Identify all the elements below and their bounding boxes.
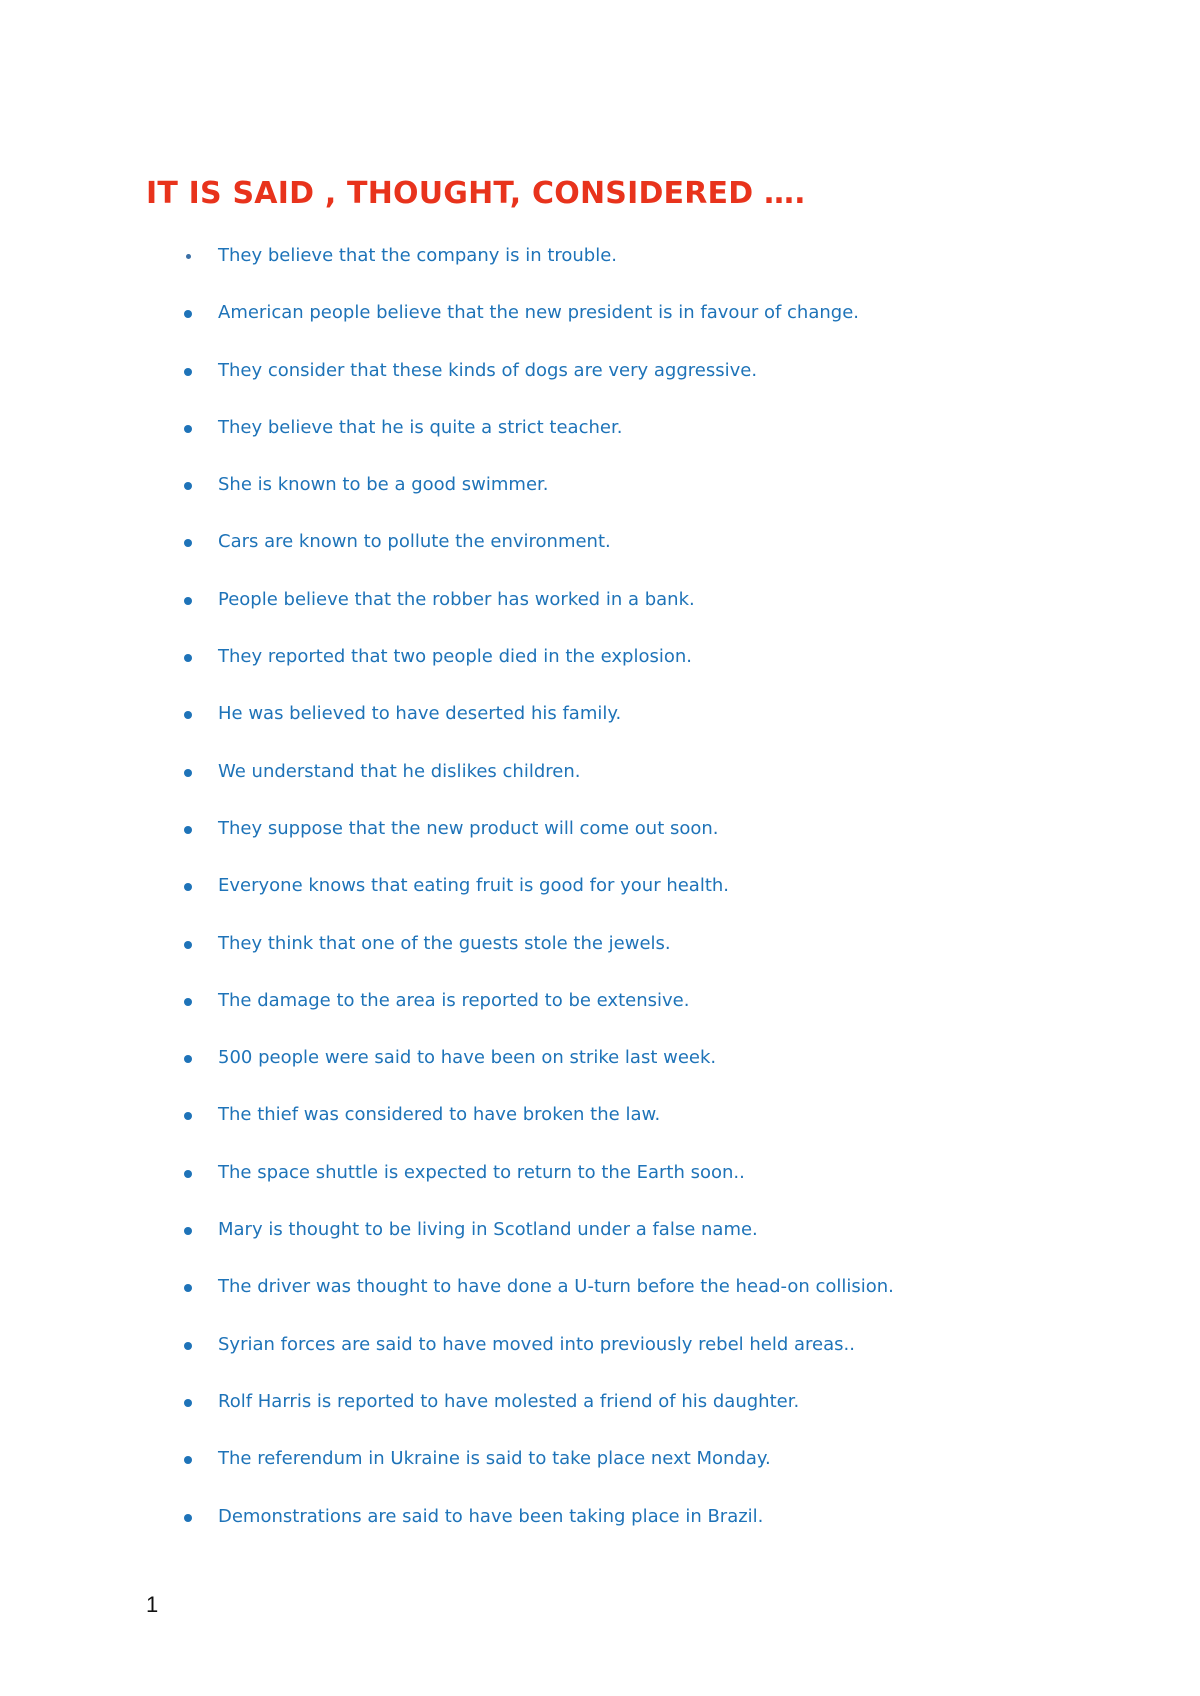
sentence-list (0, 244, 1200, 1562)
list-item-text: Everyone knows that eating fruit is good for your health. (218, 875, 730, 897)
list-item (0, 301, 1200, 358)
list-item (0, 416, 1200, 473)
bullet-icon (184, 1112, 192, 1120)
list-item-text: The damage to the area is reported to be extensive. (218, 989, 690, 1011)
bullet-icon (184, 941, 192, 949)
list-item-text: The thief was considered to have broken the law. (218, 1104, 661, 1126)
bullet-icon (184, 1456, 192, 1464)
list-item (0, 359, 1200, 416)
list-item (0, 1275, 1200, 1332)
list-item-text: Syrian forces are said to have moved into previously rebel held areas.. (218, 1333, 855, 1355)
list-item (0, 760, 1200, 817)
bullet-icon (184, 539, 192, 547)
bullet-icon (184, 1284, 192, 1292)
bullet-icon (184, 1342, 192, 1350)
list-item (0, 1505, 1200, 1562)
bullet-icon (184, 482, 192, 490)
list-item-text: Rolf Harris is reported to have molested a friend of his daughter. (218, 1390, 800, 1412)
page-title: IT IS SAID , THOUGHT, CONSIDERED …. (146, 176, 806, 211)
bullet-icon (184, 711, 192, 719)
list-item (0, 702, 1200, 759)
list-item (0, 1218, 1200, 1275)
bullet-icon (184, 1227, 192, 1235)
list-item (0, 989, 1200, 1046)
bullet-icon (184, 1170, 192, 1178)
list-item-text: They believe that the company is in trouble. (218, 245, 618, 266)
list-item-text: She is known to be a good swimmer. (218, 474, 549, 496)
list-item-text: They reported that two people died in the explosion. (218, 646, 692, 668)
list-item (0, 1161, 1200, 1218)
list-item-text: He was believed to have deserted his family. (218, 703, 622, 725)
list-item (0, 1447, 1200, 1504)
bullet-icon (184, 826, 192, 834)
list-item-text: The referendum in Ukraine is said to take place next Monday. (218, 1448, 771, 1470)
bullet-icon (184, 597, 192, 605)
list-item (0, 588, 1200, 645)
list-item (0, 874, 1200, 931)
bullet-icon (184, 769, 192, 777)
list-item-text: They suppose that the new product will come out soon. (218, 817, 719, 839)
bullet-icon (184, 654, 192, 662)
bullet-icon (184, 368, 192, 376)
list-item (0, 1103, 1200, 1160)
list-item-text: They think that one of the guests stole the jewels. (218, 932, 671, 954)
list-item (0, 1390, 1200, 1447)
bullet-icon (184, 310, 192, 318)
list-item-text: They consider that these kinds of dogs are very aggressive. (218, 359, 758, 381)
list-item-text: Mary is thought to be living in Scotland under a false name. (218, 1219, 758, 1241)
list-item (0, 244, 1200, 301)
list-item (0, 1333, 1200, 1390)
list-item-text: Demonstrations are said to have been taking place in Brazil. (218, 1505, 764, 1527)
list-item-text: The driver was thought to have done a U-turn before the head-on collision. (218, 1276, 894, 1298)
list-item-text: The space shuttle is expected to return to the Earth soon.. (218, 1161, 745, 1183)
page-number: 1 (146, 1592, 159, 1617)
list-item (0, 817, 1200, 874)
list-item (0, 473, 1200, 530)
bullet-icon (184, 1514, 192, 1522)
list-item (0, 1046, 1200, 1103)
list-item-text: We understand that he dislikes children. (218, 760, 581, 782)
list-item-text: 500 people were said to have been on strike last week. (218, 1047, 717, 1069)
list-item (0, 645, 1200, 702)
bullet-icon (184, 883, 192, 891)
bullet-icon (184, 425, 192, 433)
list-item (0, 530, 1200, 587)
bullet-icon (184, 1399, 192, 1407)
bullet-icon (184, 998, 192, 1006)
list-item-text: They believe that he is quite a strict teacher. (218, 416, 623, 438)
list-item (0, 932, 1200, 989)
list-item-text: People believe that the robber has worked in a bank. (218, 588, 695, 610)
list-item-text: Cars are known to pollute the environment. (218, 531, 611, 553)
list-item-text: American people believe that the new president is in favour of change. (218, 302, 860, 324)
bullet-icon (184, 1055, 192, 1063)
bullet-icon (186, 254, 191, 259)
